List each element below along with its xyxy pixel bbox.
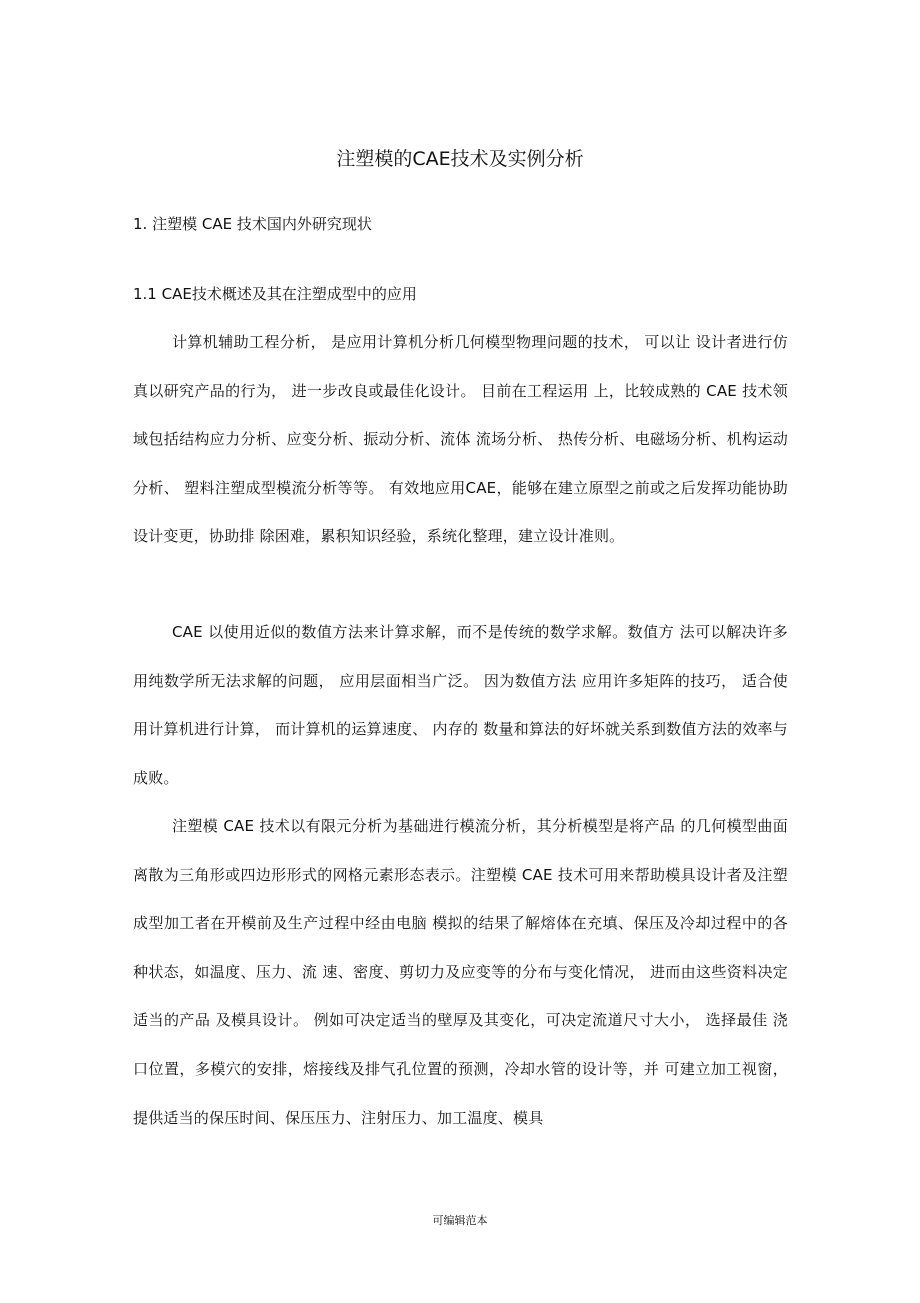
page-footer: 可编辑范本	[432, 1214, 488, 1227]
document-title: 注塑模的CAE技术及实例分析	[336, 148, 584, 170]
section-heading-1-1: 1.1 CAE技术概述及其在注塑成型中的应用	[133, 285, 417, 303]
paragraph-block-2	[133, 608, 788, 802]
paragraph-block-3	[133, 802, 788, 1142]
section-heading-1: 1. 注塑模 CAE 技术国内外研究现状	[133, 215, 372, 233]
paragraph-numerical-methods: CAE 以使用近似的数值方法来计算求解，而不是传统的数学求解。数值方 法可以解决许多用纯数学所无法求解的问题， 应用层面相当广泛。 因为数值方法 应用许多矩阵的技巧， 适合使用计算机进行计算， 而计算机的运算速度、 内存的 数量和算法的好坏就关系到数值方法的效率与成败。	[133, 623, 788, 787]
paragraph-mold-flow-analysis: 注塑模 CAE 技术以有限元分析为基础进行模流分析，其分析模型是将产品 的几何模型曲面离散为三角形或四边形形式的网格元素形态表示。注塑模 CAE 技术可用来帮助模具设计者及注塑成型加工者在开模前及生产过程中经由电脑 模拟的结果了解熔体在充填、保压及冷却过程中的各种状态，如温度、压力、流 速、密度、剪切力及应变等的分布与变化情况， 进而由这些资料决定适当的产品 及模具设计。 例如可决定适当的壁厚及其变化，可决定流道尺寸大小， 选择最佳 浇口位置，多模穴的安排，熔接线及排气孔位置的预测，冷却水管的设计等，并 可建立加工视窗，提供适当的保压时间、保压压力、注射压力、加工温度、模具	[133, 817, 788, 1127]
paragraph-block-1	[133, 318, 788, 561]
paragraph-cae-overview: 计算机辅助工程分析， 是应用计算机分析几何模型物理问题的技术， 可以让 设计者进行仿真以研究产品的行为， 进一步改良或最佳化设计。 目前在工程运用 上，比较成熟的 CAE 技术领域包括结构应力分析、应变分析、振动分析、流体 流场分析、 热传分析、电磁场分析、机构运动分析、 塑料注塑成型模流分析等等。 有效地应用CAE，能够在建立原型之前或之后发挥功能协助设计变更，协助排 除困难，累积知识经验，系统化整理，建立设计准则。	[133, 333, 788, 546]
